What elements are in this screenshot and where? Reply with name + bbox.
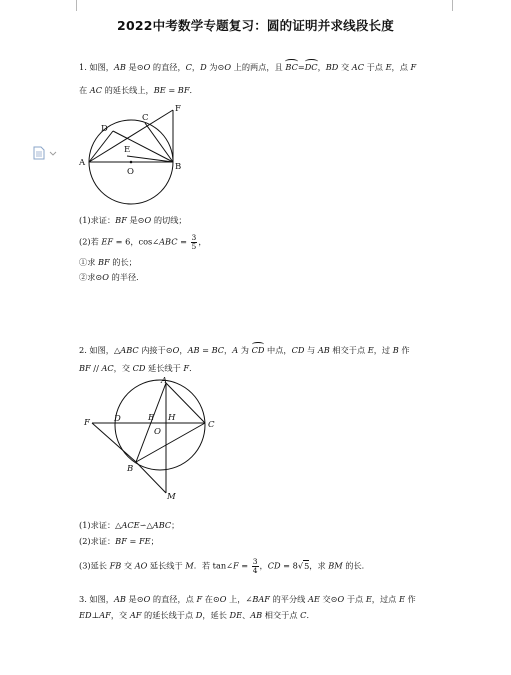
p2-var: AC bbox=[101, 363, 114, 373]
p3-var: O bbox=[143, 594, 151, 604]
p2-var: CD bbox=[132, 363, 146, 373]
p3-var: O bbox=[337, 594, 345, 604]
p2-var: A bbox=[232, 345, 239, 355]
p1-text: 的切线； bbox=[151, 215, 187, 225]
p1-var: C bbox=[185, 62, 192, 72]
p2-text: 与 bbox=[304, 345, 318, 355]
p2-text: ， bbox=[179, 345, 188, 355]
p2-text: = bbox=[238, 560, 251, 571]
fraction-3-4 bbox=[252, 558, 259, 575]
p3-text: 3. 如图， bbox=[79, 594, 114, 604]
p2-text: (2)求证： bbox=[79, 536, 116, 546]
problem2-line1 bbox=[79, 345, 410, 356]
problem1-q2b bbox=[79, 272, 144, 283]
p2-text: (1)求证：△ bbox=[79, 520, 122, 530]
p2-text: ， bbox=[259, 560, 268, 571]
p3-text: ，延长 bbox=[202, 610, 230, 620]
p1-text: = bbox=[165, 85, 178, 95]
problem1-q2a bbox=[79, 257, 137, 268]
p2-text: 延长线于 bbox=[147, 560, 186, 571]
label-c: C bbox=[142, 113, 149, 123]
p1-text: (2)若 bbox=[79, 236, 102, 247]
p3-text: 于点 bbox=[344, 594, 366, 604]
p3-text: 相交于点 bbox=[262, 610, 301, 620]
p1-text: 的长； bbox=[109, 257, 137, 267]
arc-cd: CD bbox=[251, 345, 265, 355]
p3-var: AF bbox=[129, 610, 142, 620]
p1-var: AB bbox=[113, 62, 126, 72]
fraction-num: 3 bbox=[252, 557, 258, 566]
p3-text: 的直径，点 bbox=[150, 594, 197, 604]
p2-var: M bbox=[185, 560, 194, 571]
p2-var: CD bbox=[267, 560, 281, 571]
p1-var: EF bbox=[101, 236, 114, 247]
label-d: D bbox=[114, 414, 121, 424]
segment-cb bbox=[145, 123, 173, 162]
label-a: A bbox=[79, 158, 86, 168]
p2-var: E bbox=[367, 345, 374, 355]
p1-text: ②求⊙ bbox=[79, 272, 103, 282]
p1-text: ， bbox=[198, 236, 207, 247]
problem3-line2 bbox=[79, 610, 315, 621]
page-corner-mark-right bbox=[452, 0, 463, 11]
p2-var: BC bbox=[211, 345, 225, 355]
p1-text: ①求 bbox=[79, 257, 98, 267]
p2-var: F bbox=[232, 560, 239, 571]
problem1-figure bbox=[76, 101, 196, 209]
fraction-den: 5 bbox=[191, 242, 197, 251]
p1-text: = 6，cos∠ bbox=[113, 236, 160, 247]
document-icon[interactable] bbox=[33, 146, 61, 160]
p2-var: BF bbox=[79, 363, 91, 373]
problem3-line1 bbox=[79, 594, 416, 605]
p2-text: 2. 如图，△ bbox=[79, 345, 121, 355]
p1-text: 上的两点，且 bbox=[231, 62, 286, 72]
p2-text: (3)延长 bbox=[79, 560, 110, 571]
p1-var: AC bbox=[89, 85, 102, 95]
circle-o bbox=[115, 380, 205, 470]
p2-text: 延长线于 bbox=[145, 363, 184, 373]
center-point-o bbox=[130, 161, 133, 164]
p1-text: 为⊙ bbox=[206, 62, 225, 72]
p1-var: BF bbox=[97, 257, 110, 267]
p3-text: 、 bbox=[242, 610, 251, 620]
p2-text: 的长． bbox=[342, 560, 370, 571]
fraction-den: 4 bbox=[252, 566, 258, 575]
p1-text: 交 bbox=[338, 62, 352, 72]
p2-var: AB bbox=[317, 345, 330, 355]
problem2-figure bbox=[80, 373, 230, 505]
label-h: H bbox=[168, 413, 176, 423]
p3-text: 交⊙ bbox=[319, 594, 338, 604]
p1-text: ， bbox=[317, 62, 326, 72]
p1-text: = bbox=[297, 62, 305, 72]
p2-text: ． bbox=[189, 363, 198, 373]
label-o: O bbox=[154, 427, 161, 437]
segment-af bbox=[89, 110, 173, 162]
arc-dc: DC bbox=[304, 62, 318, 72]
p3-var: E bbox=[365, 594, 372, 604]
p1-var: AC bbox=[351, 62, 364, 72]
p2-text: = 8 bbox=[280, 560, 298, 571]
p1-text: ， bbox=[191, 62, 201, 72]
label-b: B bbox=[175, 162, 182, 172]
p3-var: C bbox=[300, 610, 307, 620]
problem1-line1 bbox=[79, 62, 416, 73]
p1-var: F bbox=[410, 62, 417, 72]
p1-text: 在 bbox=[79, 85, 90, 95]
label-e: E bbox=[148, 413, 155, 423]
p1-var: O bbox=[144, 215, 152, 225]
p1-var: BE bbox=[153, 85, 166, 95]
p2-text: 内接于⊙ bbox=[138, 345, 173, 355]
p3-text: ． bbox=[306, 610, 315, 620]
p1-text: 于点 bbox=[363, 62, 386, 72]
p2-text: ∽△ bbox=[139, 520, 153, 530]
p1-var: ABC bbox=[159, 236, 178, 247]
p2-var: BM bbox=[328, 560, 343, 571]
p2-var: FB bbox=[109, 560, 122, 571]
p2-text: 交 bbox=[121, 560, 135, 571]
p3-text: ⊥ bbox=[91, 610, 100, 620]
p2-var: FE bbox=[138, 536, 151, 546]
p1-var: O bbox=[102, 272, 109, 282]
label-c: C bbox=[208, 420, 215, 430]
p2-text: 作 bbox=[398, 345, 410, 355]
sqrt-radicand: 5 bbox=[304, 560, 310, 571]
p1-var: E bbox=[385, 62, 392, 72]
p2-text: ，交 bbox=[113, 363, 133, 373]
p2-text: ； bbox=[150, 536, 159, 546]
p1-var: D bbox=[200, 62, 207, 72]
p1-var: O bbox=[143, 62, 151, 72]
p3-var: D bbox=[195, 610, 203, 620]
label-d: D bbox=[101, 124, 108, 134]
p1-var: BF bbox=[177, 85, 190, 95]
p3-var: AF bbox=[99, 610, 111, 620]
label-o: O bbox=[127, 167, 134, 177]
p3-text: ，交 bbox=[110, 610, 130, 620]
sqrt-sign: √ bbox=[297, 560, 304, 571]
segment-ad bbox=[89, 131, 113, 162]
p1-text: 的半径． bbox=[108, 272, 145, 282]
p3-var: AE bbox=[307, 594, 320, 604]
p1-text: ． bbox=[189, 85, 198, 95]
p1-var: O bbox=[224, 62, 232, 72]
p3-var: ED bbox=[79, 610, 92, 620]
arc-bc: BC bbox=[285, 62, 298, 72]
segment-eb bbox=[127, 156, 173, 162]
problem2-q1 bbox=[79, 520, 179, 531]
p2-text: 中点， bbox=[264, 345, 292, 355]
p1-text: 的直径， bbox=[150, 62, 186, 72]
page-corner-mark-left bbox=[66, 0, 77, 11]
p3-var: E bbox=[398, 594, 405, 604]
p3-text: 的平分线 bbox=[269, 594, 308, 604]
p1-text: = bbox=[177, 236, 190, 247]
label-f: F bbox=[84, 418, 90, 428]
p2-var: BF bbox=[115, 536, 127, 546]
p3-var: O bbox=[219, 594, 227, 604]
problem1-line2 bbox=[79, 85, 198, 96]
p2-text: ．若 tan∠ bbox=[193, 560, 233, 571]
p2-var: ABC bbox=[120, 345, 139, 355]
p2-text: ； bbox=[171, 520, 180, 530]
p1-text: (1)求证： bbox=[79, 215, 116, 225]
segment-bc bbox=[136, 423, 205, 462]
problem2-q3 bbox=[79, 558, 370, 575]
p3-var: DE bbox=[229, 610, 243, 620]
p1-var: BD bbox=[325, 62, 339, 72]
p3-text: 作 bbox=[404, 594, 416, 604]
p2-text: ，过 bbox=[373, 345, 393, 355]
p2-var: CD bbox=[291, 345, 305, 355]
p3-var: F bbox=[196, 594, 203, 604]
segment-bm bbox=[136, 462, 166, 493]
p2-text: 相交于点 bbox=[329, 345, 368, 355]
problem1-q1 bbox=[79, 215, 187, 226]
p2-var: O bbox=[172, 345, 180, 355]
p2-var: B bbox=[392, 345, 399, 355]
p1-text: 1. 如图， bbox=[79, 62, 114, 72]
p3-text: 上，∠ bbox=[226, 594, 253, 604]
p3-var: AB bbox=[113, 594, 126, 604]
p3-var: AB bbox=[250, 610, 263, 620]
p3-text: 是⊙ bbox=[125, 594, 144, 604]
p3-text: 在⊙ bbox=[202, 594, 220, 604]
p2-var: AB bbox=[187, 345, 200, 355]
p3-text: ，过点 bbox=[371, 594, 399, 604]
p1-text: ，点 bbox=[391, 62, 411, 72]
label-b: B bbox=[127, 464, 134, 474]
p3-text: 的延长线于点 bbox=[141, 610, 196, 620]
fraction-3-5 bbox=[191, 234, 198, 251]
p2-text: // bbox=[90, 363, 102, 373]
p1-text: 是⊙ bbox=[125, 62, 144, 72]
problem1-q2 bbox=[79, 234, 207, 251]
p2-var: F bbox=[183, 363, 190, 373]
p2-text: ，求 bbox=[309, 560, 329, 571]
p2-text: = bbox=[199, 345, 212, 355]
segment-fb bbox=[92, 423, 136, 462]
label-f: F bbox=[175, 104, 181, 114]
fraction-num: 3 bbox=[191, 233, 197, 242]
p2-text: = bbox=[126, 536, 139, 546]
label-m: M bbox=[167, 492, 176, 502]
p1-text: 的延长线上， bbox=[101, 85, 154, 95]
p1-text: 是⊙ bbox=[126, 215, 145, 225]
p3-var: BAF bbox=[252, 594, 270, 604]
label-e: E bbox=[124, 145, 131, 155]
p2-var: AO bbox=[134, 560, 148, 571]
p2-var: ACE bbox=[121, 520, 140, 530]
page-title: 2022中考数学专题复习：圆的证明并求线段长度 bbox=[117, 18, 394, 33]
problem2-q2 bbox=[79, 536, 159, 547]
p2-text: 为 bbox=[238, 345, 252, 355]
label-a: A bbox=[161, 376, 168, 386]
p1-var: BF bbox=[115, 215, 127, 225]
p2-text: ， bbox=[224, 345, 233, 355]
p2-var: ABC bbox=[152, 520, 172, 530]
